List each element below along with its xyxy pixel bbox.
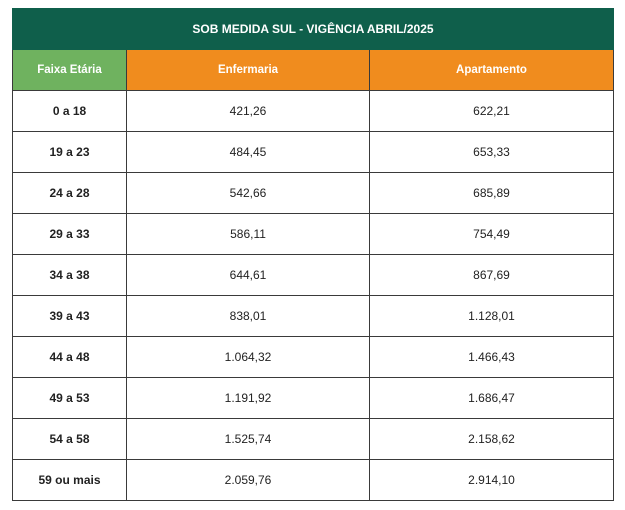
ward-price-cell: 484,45 xyxy=(127,132,370,173)
ward-price-cell: 644,61 xyxy=(127,255,370,296)
price-table xyxy=(12,8,614,501)
age-range-cell: 0 a 18 xyxy=(13,91,127,132)
table-title: SOB MEDIDA SUL - VIGÊNCIA ABRIL/2025 xyxy=(13,9,614,50)
ward-price-cell: 1.525,74 xyxy=(127,419,370,460)
age-range-cell: 34 a 38 xyxy=(13,255,127,296)
age-range-cell: 54 a 58 xyxy=(13,419,127,460)
ward-price-cell: 542,66 xyxy=(127,173,370,214)
ward-price-cell: 838,01 xyxy=(127,296,370,337)
age-range-cell: 19 a 23 xyxy=(13,132,127,173)
ward-price-cell: 1.191,92 xyxy=(127,378,370,419)
apartment-price-cell: 1.686,47 xyxy=(370,378,614,419)
apartment-price-cell: 1.466,43 xyxy=(370,337,614,378)
age-range-cell: 39 a 43 xyxy=(13,296,127,337)
apartment-price-cell: 2.914,10 xyxy=(370,460,614,501)
table-row xyxy=(13,91,614,132)
apartment-price-cell: 867,69 xyxy=(370,255,614,296)
age-range-header: Faixa Etária xyxy=(13,50,127,91)
header-row xyxy=(13,50,614,91)
table-row xyxy=(13,296,614,337)
apartment-price-cell: 653,33 xyxy=(370,132,614,173)
age-range-cell: 44 a 48 xyxy=(13,337,127,378)
table-row xyxy=(13,419,614,460)
table-row xyxy=(13,337,614,378)
ward-price-cell: 1.064,32 xyxy=(127,337,370,378)
table-row xyxy=(13,255,614,296)
table-row xyxy=(13,214,614,255)
apartment-price-cell: 1.128,01 xyxy=(370,296,614,337)
age-range-cell: 49 a 53 xyxy=(13,378,127,419)
apartment-price-cell: 754,49 xyxy=(370,214,614,255)
apartment-header: Apartamento xyxy=(370,50,614,91)
title-row xyxy=(13,9,614,50)
ward-price-cell: 2.059,76 xyxy=(127,460,370,501)
table-row xyxy=(13,378,614,419)
table-row xyxy=(13,460,614,501)
ward-price-cell: 586,11 xyxy=(127,214,370,255)
age-range-cell: 24 a 28 xyxy=(13,173,127,214)
ward-price-cell: 421,26 xyxy=(127,91,370,132)
age-range-cell: 29 a 33 xyxy=(13,214,127,255)
table-row xyxy=(13,173,614,214)
apartment-price-cell: 685,89 xyxy=(370,173,614,214)
table-row xyxy=(13,132,614,173)
apartment-price-cell: 622,21 xyxy=(370,91,614,132)
age-range-cell: 59 ou mais xyxy=(13,460,127,501)
apartment-price-cell: 2.158,62 xyxy=(370,419,614,460)
table-body xyxy=(13,91,614,501)
ward-header: Enfermaria xyxy=(127,50,370,91)
